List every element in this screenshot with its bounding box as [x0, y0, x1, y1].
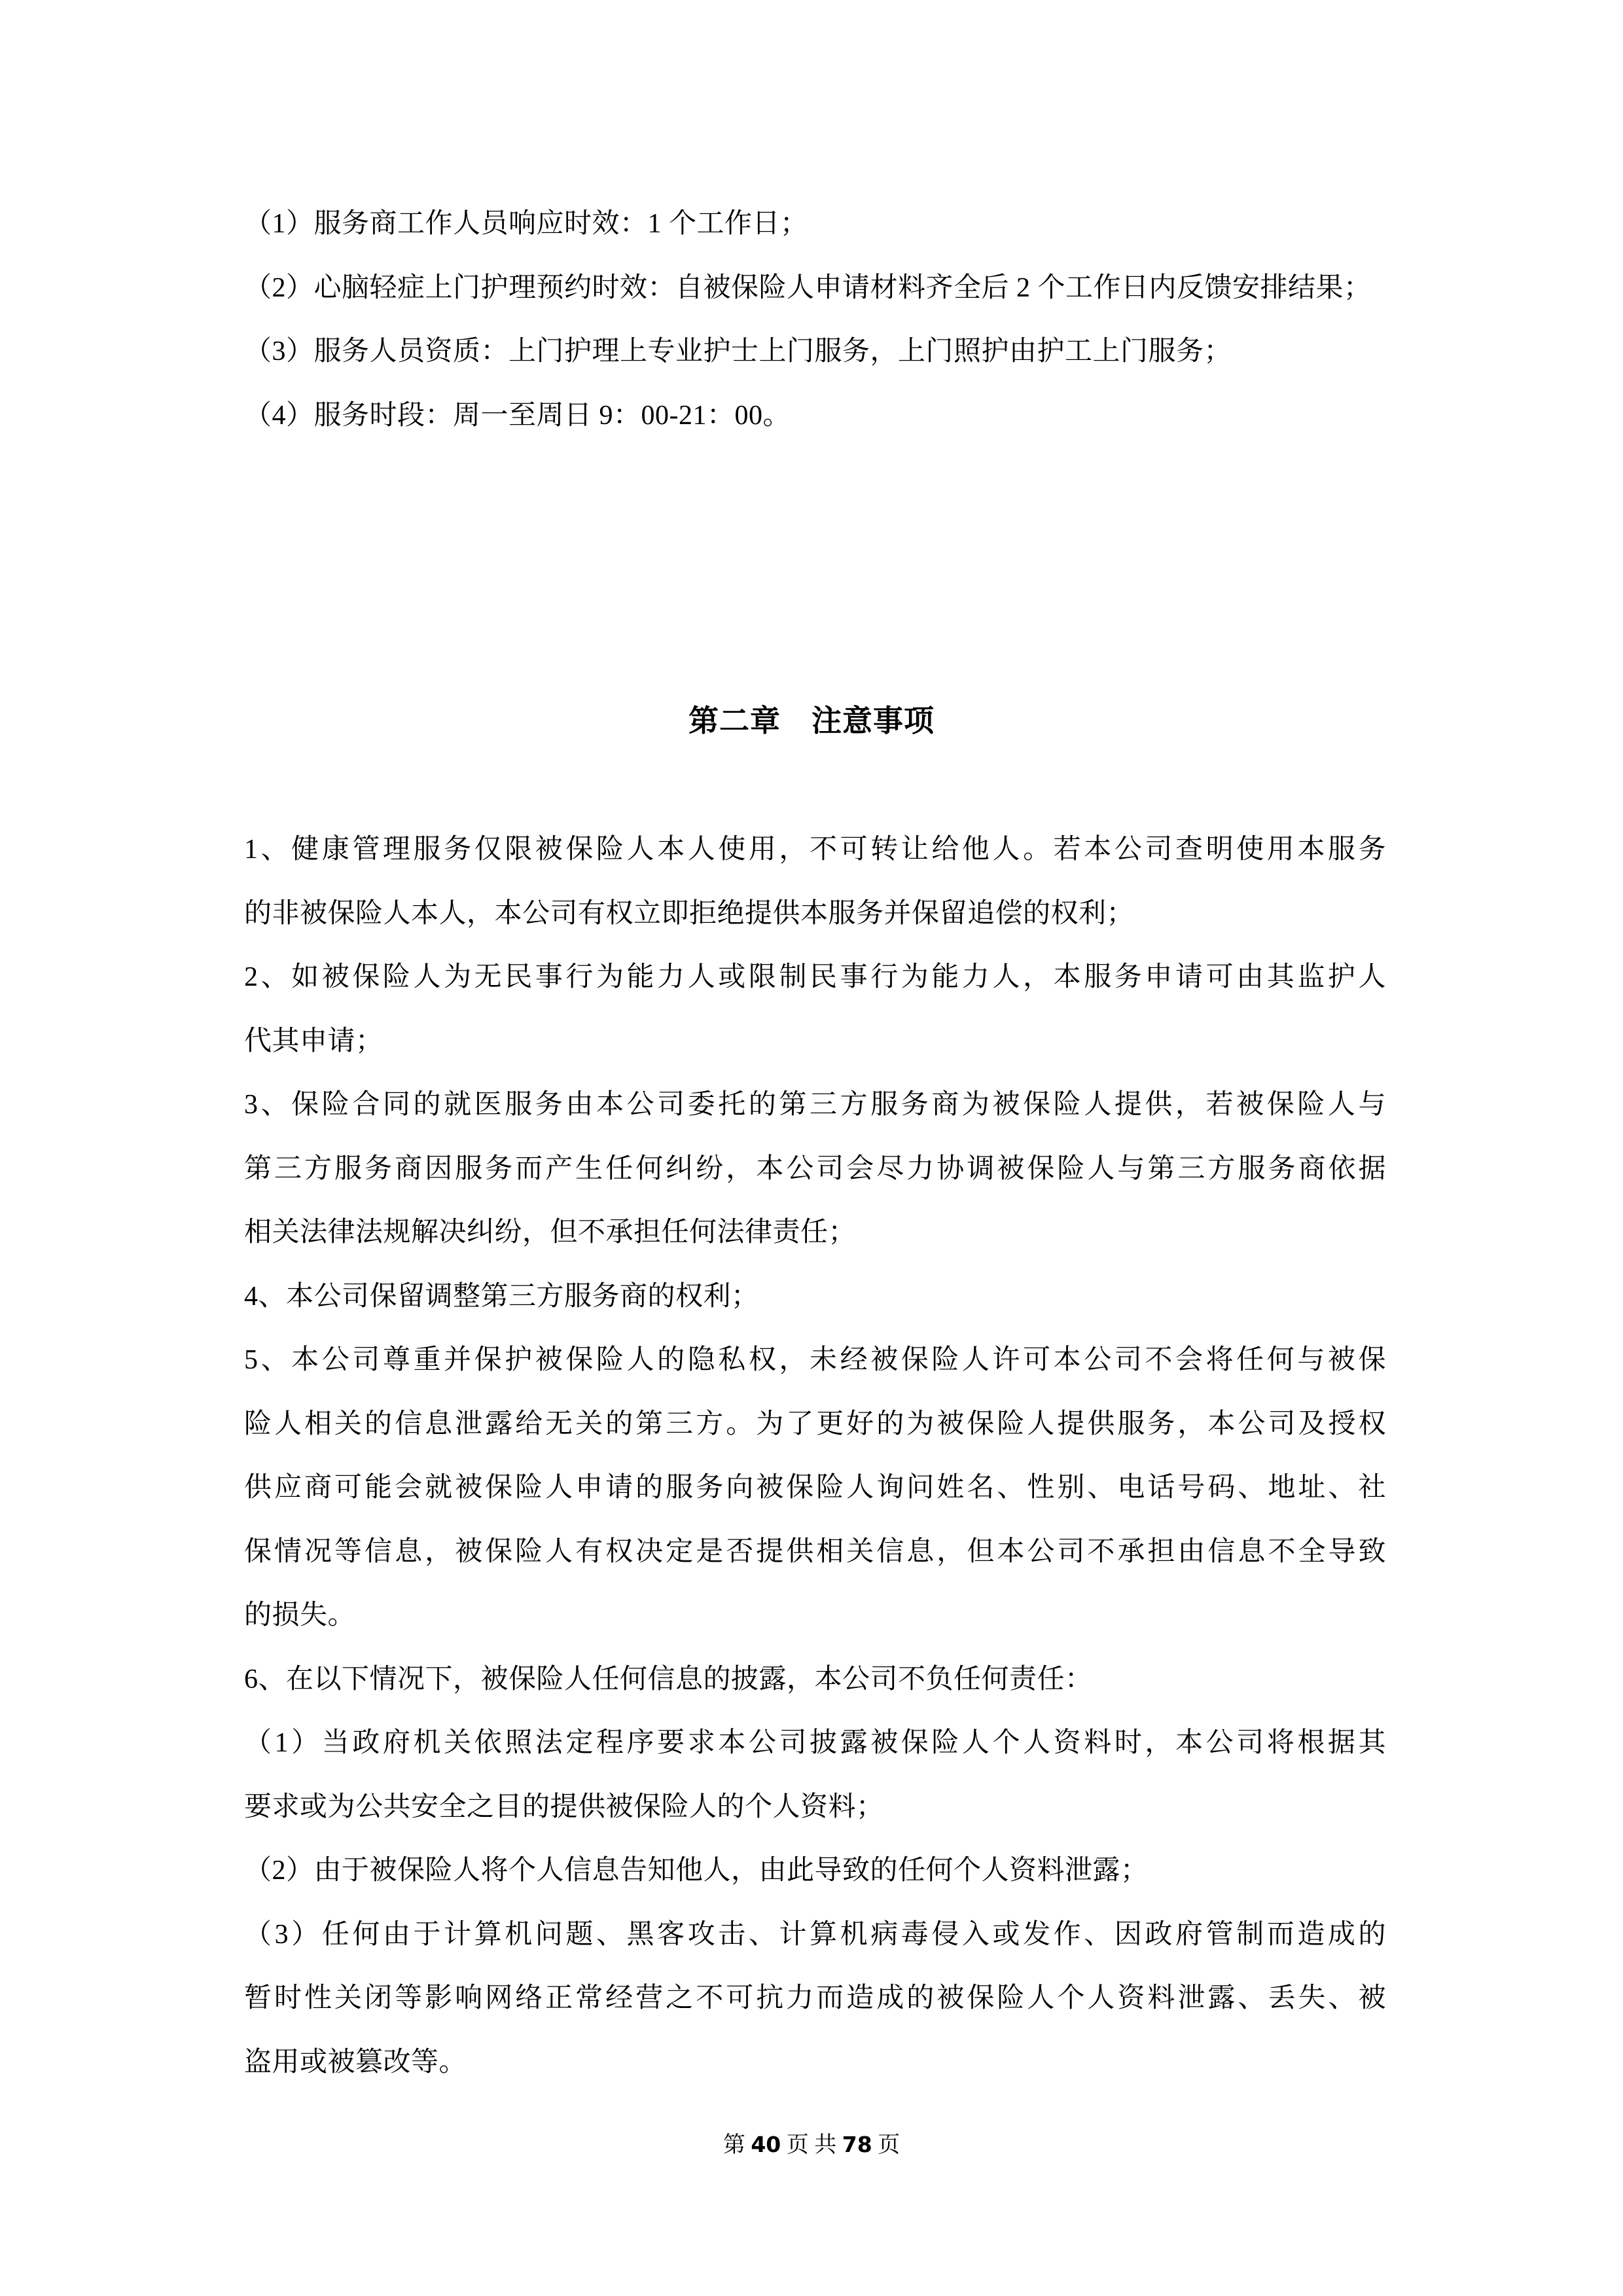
body-lines [244, 818, 1386, 2094]
chapter-heading: 第二章 注意事项 [688, 704, 935, 738]
body-text-line: 盗用或被篡改等。 [244, 2047, 467, 2077]
body-text-line: （1）当政府机关依照法定程序要求本公司披露被保险人个人资料时，本公司将根据其 [244, 1728, 1386, 1758]
body-text-line: 代其申请； [244, 1026, 383, 1056]
body-text-line: （3）任何由于计算机问题、黑客攻击、计算机病毒侵入或发作、因政府管制而造成的 [244, 1919, 1386, 1950]
body-text-line: 要求或为公共安全之目的提供被保险人的个人资料； [244, 1791, 884, 1822]
top-list [244, 192, 1386, 448]
body-text-line: 相关法律法规解决纠纷，但不承担任何法律责任； [244, 1217, 857, 1247]
footer-label: 页 共 [781, 2133, 842, 2157]
top-list-line: （4）服务时段：周一至周日 9：00-21：00。 [244, 400, 791, 431]
body-text-line: 2、如被保险人为无民事行为能力人或限制民事行为能力人，本服务申请可由其监护人 [244, 962, 1386, 992]
body-text-line: 供应商可能会就被保险人申请的服务向被保险人询问姓名、性别、电话号码、地址、社 [244, 1473, 1386, 1503]
top-list-line: （2）心脑轻症上门护理预约时效：自被保险人申请材料齐全后 2 个工作日内反馈安排结果； [244, 272, 1372, 303]
footer-label: 第 [722, 2133, 751, 2157]
body-text-line: （2）由于被保险人将个人信息告知他人，由此导致的任何个人资料泄露； [244, 1856, 1149, 1886]
body-text-line: 的损失。 [244, 1600, 356, 1630]
body-text-line: 第三方服务商因服务而产生任何纠纷，本公司会尽力协调被保险人与第三方服务商依据 [244, 1153, 1386, 1184]
page-number: 40 [751, 2132, 781, 2157]
body-text-line: 险人相关的信息泄露给无关的第三方。为了更好的为被保险人提供服务，本公司及授权 [244, 1408, 1386, 1439]
body-text-line: 4、本公司保留调整第三方服务商的权利； [244, 1281, 759, 1312]
body-text-line: 3、保险合同的就医服务由本公司委托的第三方服务商为被保险人提供，若被保险人与 [244, 1090, 1386, 1120]
body-text-line: 6、在以下情况下，被保险人任何信息的披露，本公司不负任何责任： [244, 1664, 1093, 1695]
page-number: 78 [842, 2132, 872, 2157]
body-text-line: 保情况等信息，被保险人有权决定是否提供相关信息，但本公司不承担由信息不全导致 [244, 1536, 1386, 1567]
body-text-line: 的非被保险人本人，本公司有权立即拒绝提供本服务并保留追偿的权利； [244, 898, 1135, 929]
footer-label: 页 [872, 2133, 901, 2157]
body-text-line: 5、本公司尊重并保护被保险人的隐私权，未经被保险人许可本公司不会将任何与被保 [244, 1345, 1386, 1375]
body-text-line: 1、健康管理服务仅限被保险人本人使用，不可转让给他人。若本公司查明使用本服务 [244, 834, 1386, 865]
top-list-line: （3）服务人员资质：上门护理上专业护士上门服务，上门照护由护工上门服务； [244, 336, 1232, 367]
page-footer [0, 2128, 1623, 2162]
body-text-line: 暂时性关闭等影响网络正常经营之不可抗力而造成的被保险人个人资料泄露、丢失、被 [244, 1983, 1386, 2013]
top-list-line: （1）服务商工作人员响应时效：1 个工作日； [244, 209, 808, 239]
